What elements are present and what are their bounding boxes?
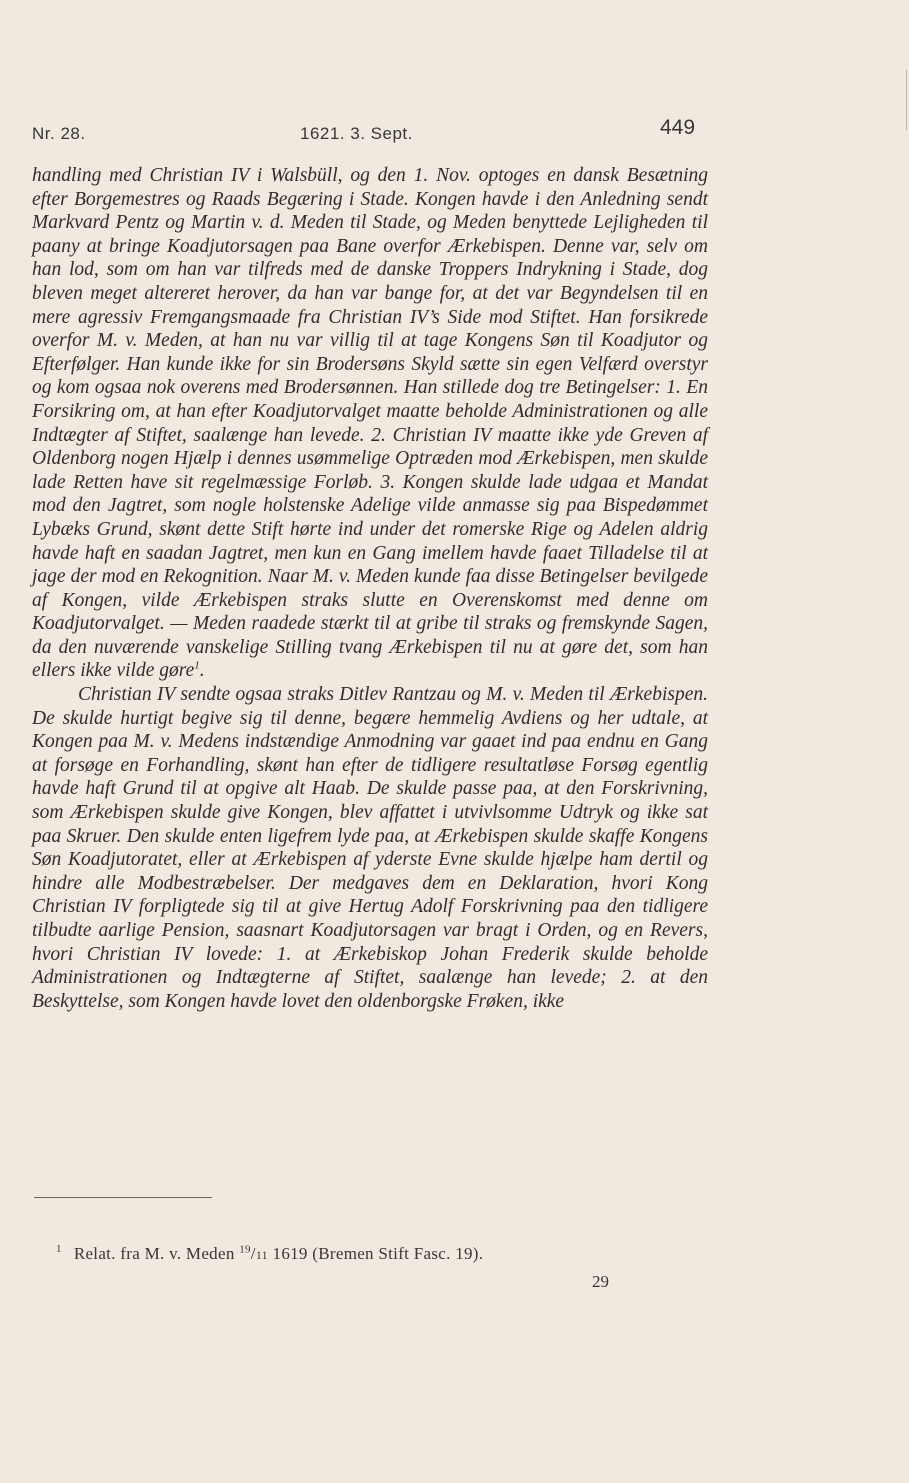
- footnote-text-before: Relat. fra M. v. Meden: [73, 1244, 240, 1263]
- printer-signature-mark: 29: [592, 1272, 609, 1291]
- footnote-divider: [34, 1197, 212, 1198]
- paragraph-1-text: handling med Christian IV i Walsbüll, og den 1. Nov. optoges en dansk Besætning efter Borgemestres og Raads Begæring i Stade. Kongen havde i den Anledning sendt Markvard Pentz og Martin v. d. Meden til Stade, og Meden benyttede Lejligheden til paany at bringe Koadjutorsagen paa Bane overfor Ærkebispen. Denne var, selv om han lod, som om han var tilfreds med de danske Troppers Indrykning i Stade, dog bleven meget altereret herover, da han var bange for, at det var Begyndelsen til en mere agressiv Fremgangsmaade fra Christian IV’s Side mod Stiftet. Han forsikrede overfor M. v. Meden, at han nu var villig til at tage Kongens Søn til Koadjutor og Efterfølger. Han kunde ikke for sin Brodersøns Skyld sætte sin egen Velfærd overstyr og kom ogsaa nok overens med Brodersønnen. Han stillede dog tre Betingelser: 1. En Forsikring om, at han efter Koadjutorvalget maatte beholde Administrationen og alle Indtægter af Stiftet, saalænge han levede. 2. Christian IV maatte ikke yde Greven af Oldenborg nogen Hjælp i dennes usømmelige Optræden mod Ærkebispen, men skulde lade Retten have sit regelmæssige Forløb. 3. Kongen skulde lade udgaa et Mandat mod den Jagtret, som nogle holstenske Adelige vilde anmasse sig paa Bispedømmet Lybæks Grund, skønt dette Stift hørte ind under det romerske Rige og Adelen aldrig havde haft en saadan Jagtret, men kun en Gang imellem havde faaet Tilladelse til at jage der mod en Rekognition. Naar M. v. Meden kunde faa disse Betingelser bevilgede af Kongen, vilde Ærkebispen straks slutte en Overenskomst med denne om Koadjutorvalget. — Meden raadede stærkt til at gribe til straks og fremskynde Sagen, da den nuværende vanskelige Stilling tvang Ærkebispen til nu at gøre det, som han ellers ikke vilde gøre: [32, 165, 708, 682]
- footnote-date-separator: /: [250, 1244, 256, 1263]
- paragraph-1: handling med Christian IV i Walsbüll, og den 1. Nov. optoges en dansk Besætning efter Borgemestres og Raads Begæring i Stade. Kongen havde i den Anledning sendt Markvard Pentz og Martin v. d. Meden til Stade, og Meden benyttede Lejligheden til paany at bringe Koadjutorsagen paa Bane overfor Ærkebispen. Denne var, selv om han lod, som om han var tilfreds med de danske Troppers Indrykning i Stade, dog bleven meget altereret herover, da han var bange for, at det var Begyndelsen til en mere agressiv Fremgangsmaade fra Christian IV’s Side mod Stiftet. Han forsikrede overfor M. v. Meden, at han nu var villig til at tage Kongens Søn til Koadjutor og Efterfølger. Han kunde ikke for sin Brodersøns Skyld sætte sin egen Velfærd overstyr og kom ogsaa nok overens med Brodersønnen. Han stillede dog tre Betingelser: 1. En Forsikring om, at han efter Koadjutorvalget maatte beholde Administrationen og alle Indtægter af Stiftet, saalænge han levede. 2. Christian IV maatte ikke yde Greven af Oldenborg nogen Hjælp i dennes usømmelige Optræden mod Ærkebispen, men skulde lade Retten have sit regelmæssige Forløb. 3. Kongen skulde lade udgaa et Mandat mod den Jagtret, som nogle holstenske Adelige vilde anmasse sig paa Bispedømmet Lybæks Grund, skønt dette Stift hørte ind under det romerske Rige og Adelen aldrig havde haft en saadan Jagtret, men kun en Gang imellem havde faaet Tilladelse til at jage der mod en Rekognition. Naar M. v. Meden kunde faa disse Betingelser bevilgede af Kongen, vilde Ærkebispen straks slutte en Overenskomst med denne om Koadjutorvalget. — Meden raadede stærkt til at gribe til straks og fremskynde Sagen, da den nuværende vanskelige Stilling tvang Ærkebispen til nu at gøre det, som han ellers ikke vilde gøre$^1$.: [32, 165, 708, 682]
- paragraph-2-text: Christian IV sendte ogsaa straks Ditlev Rantzau og M. v. Meden til Ærkebispen. De skulde hurtigt begive sig til denne, begære hemmelig Avdiens og her udtale, at Kongen paa M. v. Medens indstændige Anmodning var gaaet ind paa endnu en Gang at forsøge en Forhandling, skønt han efter de tidligere resultatløse Forsøg egentlig havde haft Grund til at opgive alt Haab. De skulde passe paa, at den Forskrivning, som Ærkebispen skulde give Kongen, blev affattet i utvivlsomme Udtryk og ikke sat paa Skruer. Den skulde enten ligefrem lyde paa, at Ærkebispen skulde skaffe Kongens Søn Koadjutoratet, eller at Ærkebispen af yderste Evne skulde hjælpe ham dertil og hindre alle Modbestræbelser. Der medgaves dem en Deklaration, hvori Kong Christian IV forpligtede sig til at give Hertug Adolf Forskrivning paa den tidligere tilbudte aarlige Pension, saasnart Koadjutorsagen var bragt i Orden, og en Revers, hvori Christian IV lovede: 1. at Ærkebiskop Johan Frederik skulde beholde Administrationen og Indtægterne af Stiftet, saalænge han levede; 2. at den Beskyttelse, som Kongen havde lovet den oldenborgske Frøken, ikke: [32, 684, 708, 1012]
- page-edge-mark: [902, 70, 907, 130]
- footnote-date-denominator: 11: [255, 1248, 268, 1262]
- footnote-reference: 1: [194, 659, 200, 672]
- footnote-text-after: 1619 (Bremen Stift Fasc. 19).: [267, 1244, 484, 1263]
- document-date: 1621. 3. Sept.: [300, 124, 413, 143]
- running-header: [32, 118, 699, 148]
- document-number: Nr. 28.: [32, 124, 86, 143]
- body-text: [32, 164, 708, 1013]
- footnote-date-numerator: 19: [239, 1243, 251, 1256]
- page-number: 449: [660, 116, 696, 139]
- footnote-mark: 1: [56, 1243, 62, 1256]
- footnote: [56, 1244, 483, 1264]
- paragraph-2: [32, 683, 708, 1013]
